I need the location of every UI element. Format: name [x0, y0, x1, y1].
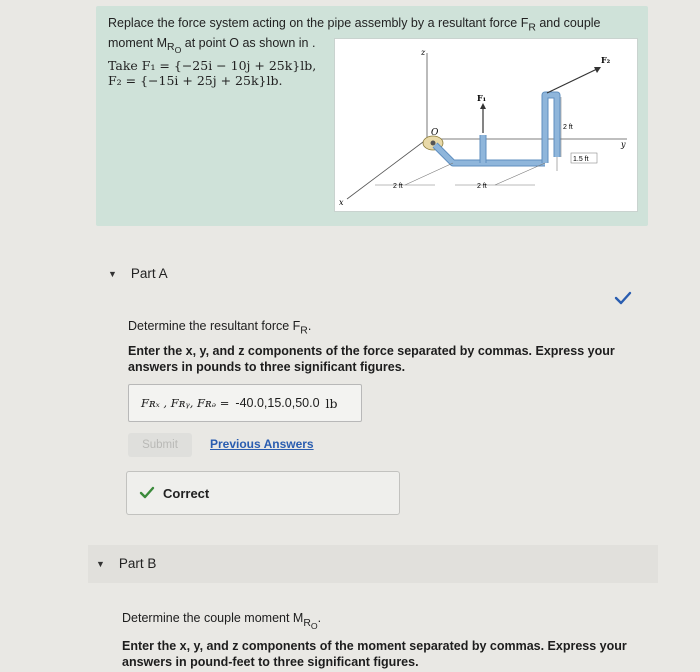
part-b-title: Part B — [118, 556, 157, 571]
problem-line-1: Replace the force system acting on the pipe assembly by a resultant force $F_R$ and couple — [108, 16, 601, 34]
force-f2-label: F₂ — [601, 55, 611, 65]
pipe-riser-2-highlight — [545, 95, 557, 163]
force-f1-label: F₁ — [477, 93, 487, 103]
correct-check-icon — [139, 486, 155, 500]
part-a-title: Part A — [130, 266, 168, 281]
part-a-header[interactable] — [108, 266, 168, 281]
pipe-assembly-figure — [334, 38, 638, 212]
dim-label-2ft-vertical: 2 ft — [563, 124, 573, 131]
answer-label: Fʀₓ , Fʀᵧ, Fʀₔ = — [141, 396, 230, 410]
force-f2-arrow — [547, 69, 597, 93]
x-axis-label: x — [339, 198, 344, 207]
problem-line-3: Take F₁ = {−25i − 10j + 25k}lb, — [108, 58, 317, 74]
previous-answers-link[interactable]: Previous Answers — [210, 437, 314, 451]
dim-label-15ft: 1.5 ft — [573, 156, 589, 163]
part-b-header[interactable] — [96, 556, 156, 571]
correct-feedback-box — [126, 471, 400, 515]
part-b-instruction: Enter the x, y, and z components of the moment separated by commas. Express your answers in pound-feet to three significant figures. — [122, 639, 627, 669]
correct-status-label: Correct — [163, 485, 210, 501]
problem-line-4: F₂ = {−15i + 25j + 25k}lb. — [108, 73, 283, 89]
answer-value[interactable]: -40.0,15.0,50.0 — [235, 396, 320, 410]
collapse-caret-icon[interactable]: ▼ — [96, 558, 105, 569]
force-f1-arrowhead — [480, 103, 486, 109]
part-b-header-band — [88, 545, 658, 583]
point-o-marker — [431, 141, 436, 146]
z-axis-label: z — [421, 48, 426, 57]
answer-unit: lb — [325, 395, 338, 411]
pipe-assembly-diagram — [335, 39, 637, 211]
point-o-label: O — [431, 128, 439, 138]
guide-line-1 — [405, 163, 453, 185]
part-a-answer-field[interactable] — [128, 384, 362, 422]
submit-button[interactable]: Submit — [128, 433, 192, 457]
part-b-prompt: Determine the couple moment $M_{R_O}$. — [122, 611, 322, 631]
x-axis — [347, 139, 427, 199]
collapse-caret-icon[interactable]: ▼ — [108, 268, 117, 279]
dim-label-2ft-a: 2 ft — [393, 183, 403, 190]
part-a-complete-check-icon — [614, 290, 632, 306]
part-a-prompt: Determine the resultant force $F_R$. — [128, 319, 312, 337]
y-axis-label: y — [621, 140, 626, 149]
problem-statement — [96, 6, 648, 226]
dim-label-2ft-b: 2 ft — [477, 183, 487, 190]
part-a-instruction: Enter the x, y, and z components of the force separated by commas. Express your answers in pounds to three significant figures. — [128, 344, 615, 374]
problem-line-2: moment $M_{R_O}$ at point O as shown in . — [108, 35, 316, 56]
